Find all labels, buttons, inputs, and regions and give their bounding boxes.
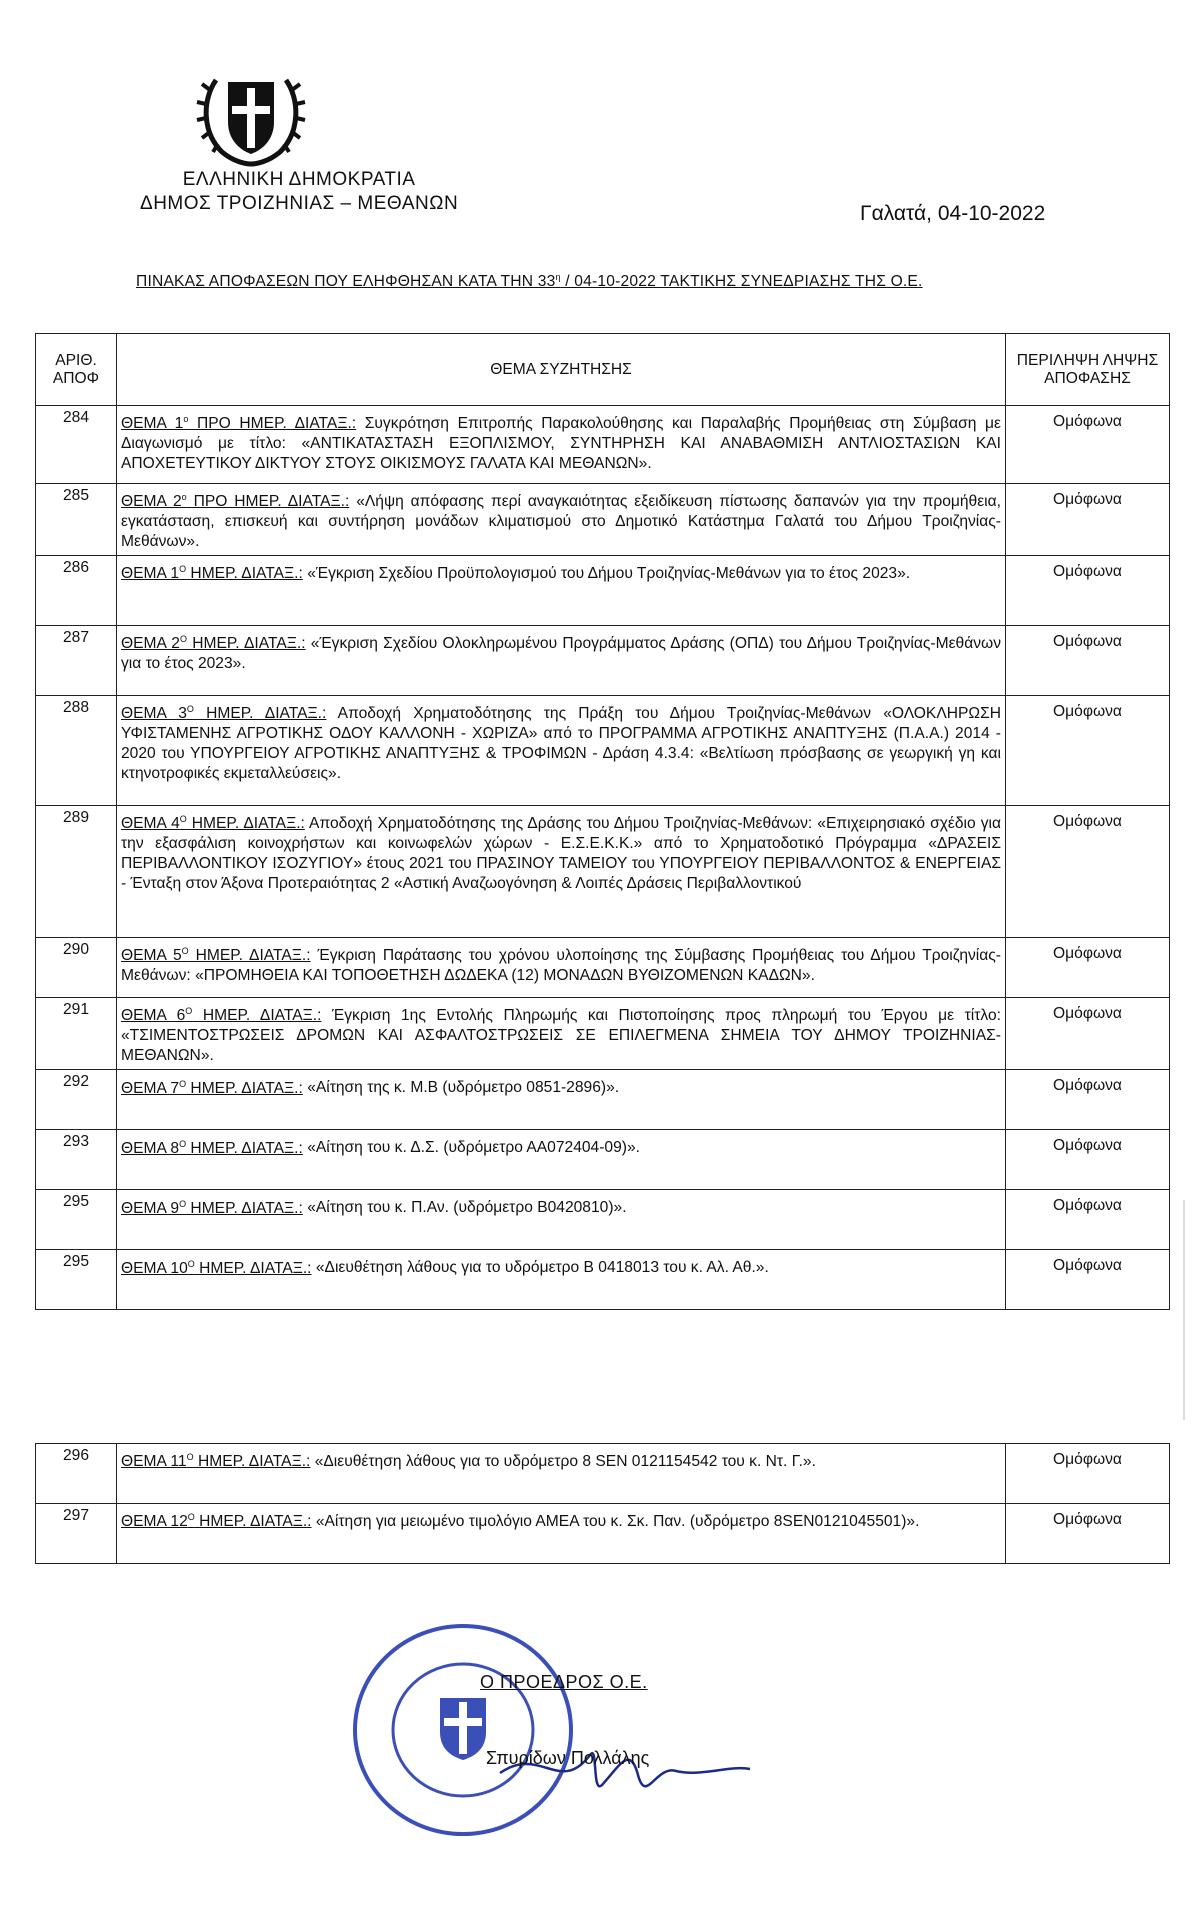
table-row	[36, 556, 1170, 626]
agenda-item-label-rest: ΗΜΕΡ. ΔΙΑΤΑΞ.:	[186, 1139, 303, 1157]
agenda-item-label-text: ΘΕΜΑ 6	[121, 1007, 186, 1025]
agenda-item-ordinal: Ο	[181, 946, 189, 957]
decision-number: 288	[36, 696, 117, 806]
decision-subject-text: «Αίτηση του κ. Π.Αν. (υδρόμετρο Β0420810)».	[302, 1199, 627, 1217]
decision-subject-text: «Λήψη απόφασης περί αναγκαιότητας εξειδίκευση πίστωσης δαπανών για την προμήθεια, εγκατάσταση, επισκευή και συντήρηση μονάδων κλιματισμού στο Δημοτικό Κατάστημα Γαλατά του Δήμου Τροιζηνίας-Μεθάνων».	[121, 493, 1001, 551]
agenda-item-ordinal: ο	[183, 414, 189, 424]
decision-summary	[1006, 1070, 1170, 1130]
decision-subject	[117, 406, 1006, 484]
agenda-item-label-rest: ΗΜΕΡ. ΔΙΑΤΑΞ.:	[186, 1199, 303, 1217]
decision-outcome: Ομόφωνα	[1053, 945, 1122, 963]
agenda-item-label	[121, 493, 349, 510]
decision-subject-text: «Αίτηση του κ. Δ.Σ. (υδρόμετρο ΑΑ072404-09)».	[302, 1139, 640, 1157]
agenda-item-label	[121, 635, 306, 652]
decision-summary	[1006, 998, 1170, 1070]
handwritten-signature	[480, 1735, 760, 1815]
decision-number: 290	[36, 938, 117, 998]
agenda-item-label-rest: ΗΜΕΡ. ΔΙΑΤΑΞ.:	[188, 947, 311, 965]
decision-summary	[1006, 484, 1170, 556]
agenda-item-label	[121, 1080, 303, 1097]
agenda-item-label-text: ΘΕΜΑ 7	[121, 1079, 180, 1097]
decision-summary	[1006, 806, 1170, 938]
decisions-table	[35, 333, 1170, 1310]
decision-outcome: Ομόφωνα	[1053, 1511, 1122, 1528]
table-row	[36, 1070, 1170, 1130]
decision-number: 284	[36, 406, 117, 484]
decision-subject	[117, 998, 1006, 1070]
table-row	[36, 1504, 1170, 1564]
agenda-item-label-text: ΘΕΜΑ 2	[121, 493, 182, 511]
decision-subject	[117, 1130, 1006, 1190]
agenda-item-label-rest: ΗΜΕΡ. ΔΙΑΤΑΞ.:	[186, 635, 306, 653]
agenda-item-ordinal: Ο	[179, 814, 187, 825]
decision-outcome: Ομόφωνα	[1053, 1257, 1122, 1275]
agenda-item-label	[121, 1260, 312, 1277]
decision-number: 285	[36, 484, 117, 556]
decision-outcome: Ομόφωνα	[1053, 1451, 1122, 1468]
decision-number: 295	[36, 1190, 117, 1250]
decision-outcome: Ομόφωνα	[1053, 563, 1122, 581]
decision-outcome: Ομόφωνα	[1053, 633, 1122, 651]
decision-outcome: Ομόφωνα	[1053, 413, 1122, 430]
agenda-item-ordinal: Ο	[179, 1078, 187, 1089]
decision-subject	[117, 1190, 1006, 1250]
agenda-item-ordinal: Ο	[186, 1452, 194, 1462]
place-and-date: Γαλατά, 04-10-2022	[860, 202, 1046, 225]
table-row	[36, 406, 1170, 484]
decision-subject	[117, 806, 1006, 938]
agenda-item-label-text: ΘΕΜΑ 8	[121, 1139, 180, 1157]
decisions-table-continued	[35, 1443, 1170, 1564]
agenda-item-label-rest: ΗΜΕΡ. ΔΙΑΤΑΞ.:	[192, 1007, 322, 1025]
decision-subject-text: «Έγκριση Σχεδίου Προϋπολογισμού του Δήμου Τροιζηνίας-Μεθάνων για το έτος 2023».	[302, 565, 911, 583]
decision-summary	[1006, 406, 1170, 484]
decision-subject-text: «Διευθέτηση λάθους για το υδρόμετρο 8 SEN 0121154542 του κ. Ντ. Γ.».	[310, 1453, 816, 1471]
decision-outcome: Ομόφωνα	[1053, 703, 1122, 721]
table-row	[36, 1250, 1170, 1310]
decision-summary	[1006, 1444, 1170, 1504]
decision-subject	[117, 1250, 1006, 1310]
agenda-item-label	[121, 565, 303, 582]
agenda-item-ordinal: ο	[181, 492, 187, 502]
agenda-item-ordinal: Ο	[179, 1198, 187, 1209]
decision-outcome: Ομόφωνα	[1053, 1197, 1122, 1215]
agenda-item-label-text: ΘΕΜΑ 11	[121, 1453, 187, 1471]
decision-outcome: Ομόφωνα	[1053, 491, 1122, 508]
decision-number: 286	[36, 556, 117, 626]
agenda-item-label-rest: ΗΜΕΡ. ΔΙΑΤΑΞ.:	[193, 1453, 311, 1471]
agenda-item-label-rest: ΗΜΕΡ. ΔΙΑΤΑΞ.:	[194, 1513, 312, 1531]
decision-subject	[117, 1070, 1006, 1130]
decision-outcome: Ομόφωνα	[1053, 1077, 1122, 1095]
agenda-item-label	[121, 1140, 303, 1157]
greek-coat-of-arms-icon	[196, 60, 306, 170]
issuing-authority	[140, 168, 458, 216]
decision-subject-text: «Αίτηση για μειωμένο τιμολόγιο ΑΜΕΑ του κ. Σκ. Παν. (υδρόμετρο 8SEN0121045501)».	[311, 1513, 920, 1531]
decision-number: 295	[36, 1250, 117, 1310]
column-header-number: ΑΡΙΘ. ΑΠΟΦ	[36, 334, 117, 406]
decision-summary	[1006, 1250, 1170, 1310]
decision-subject-text: Συγκρότηση Επιτροπής Παρακολούθησης και Παραλαβής Προμήθειας στη Σύμβαση με Διαγωνισμό με τίτλο: «ΑΝΤΙΚΑΤΑΣΤΑΣΗ ΕΞΟΠΛΙΣΜΟΥ, ΣΥΝΤΗΡΗΣΗ ΚΑΙ ΑΝΑΒΑΘΜΙΣΗ ΑΝΤΛΙΟΣΤΑΣΙΩΝ ΚΑΙ ΑΠΟΧΕΤΕΥΤΙΚΟΥ ΔΙΚΤΥΟΥ ΣΤΟΥΣ ΟΙΚΙΣΜΟΥΣ ΓΑΛΑΤΑ ΚΑΙ ΜΕΘΑΝΩΝ».	[121, 415, 1001, 473]
decision-number: 289	[36, 806, 117, 938]
agenda-item-ordinal: Ο	[186, 704, 194, 715]
decision-number: 291	[36, 998, 117, 1070]
decision-number: 296	[36, 1444, 117, 1504]
agenda-item-label-rest: ΗΜΕΡ. ΔΙΑΤΑΞ.:	[186, 1079, 303, 1097]
scan-edge-mark	[1183, 1200, 1185, 1420]
agenda-item-ordinal: Ο	[187, 1512, 195, 1522]
decision-outcome: Ομόφωνα	[1053, 813, 1122, 831]
agenda-item-label-rest: ΗΜΕΡ. ΔΙΑΤΑΞ.:	[193, 705, 327, 723]
agenda-item-ordinal: Ο	[179, 634, 187, 645]
agenda-item-label	[121, 1007, 321, 1024]
agenda-item-label-text: ΘΕΜΑ 1	[121, 415, 184, 433]
decision-summary	[1006, 938, 1170, 998]
decision-number: 297	[36, 1504, 117, 1564]
decision-subject	[117, 1504, 1006, 1564]
heading-text-rest: / 04-10-2022 ΤΑΚΤΙΚΗΣ ΣΥΝΕΔΡΙΑΣΗΣ ΤΗΣ Ο.Ε.	[560, 273, 923, 291]
decision-subject-text: Αποδοχή Χρηματοδότησης της Πράξη του Δήμου Τροιζηνίας-Μεθάνων «ΟΛΟΚΛΗΡΩΣΗ ΥΦΙΣΤΑΜΕΝΗΣ ΑΓΡΟΤΙΚΗΣ ΟΔΟΥ ΚΑΛΛΟΝΗ - ΧΩΡΙΖΑ» από το ΠΡΟΓΡΑΜΜΑ ΑΓΡΟΤΙΚΗΣ ΑΝΑΠΤΥΞΗΣ (Π.Α.Α.) 2014 - 2020 του ΥΠΟΥΡΓΕΙΟΥ ΑΓΡΟΤΙΚΗΣ ΑΝΑΠΤΥΞΗΣ & ΤΡΟΦΙΜΩΝ - Δράση 4.3.4: «Βελτίωση πρόσβασης σε γεωργική γη και κτηνοτροφικές εκμεταλλεύσεις».	[121, 705, 1001, 783]
decision-subject-text: Αποδοχή Χρηματοδότησης της Δράσης του Δήμου Τροιζηνίας-Μεθάνων: «Επιχειρησιακό σχέδιο για την εξασφάλιση κοινοχρήστων και κοινωφελών χώρων - Ε.Σ.Ε.Κ.Κ.» από το Χρηματοδοτικό Πρόγραμμα «ΔΡΑΣΕΙΣ ΠΕΡΙΒΑΛΛΟΝΤΙΚΟΥ ΙΣΟΖΥΓΙΟΥ» έτους 2021 του ΠΡΑΣΙΝΟΥ ΤΑΜΕΙΟΥ του ΥΠΟΥΡΓΕΙΟΥ ΠΕΡΙΒΑΛΛΟΝΤΟΣ & ΕΝΕΡΓΕΙΑΣ - Ένταξη στον Άξονα Προτεραιότητας 2 «Αστική Αναζωογόνηση & Λοιπές Δράσεις Περιβαλλοντικού	[121, 815, 1001, 893]
agenda-item-label	[121, 1200, 303, 1217]
document-heading	[136, 272, 1076, 291]
table-row	[36, 696, 1170, 806]
decision-number: 292	[36, 1070, 117, 1130]
table-row	[36, 1130, 1170, 1190]
table-row	[36, 484, 1170, 556]
column-header-summary: ΠΕΡΙΛΗΨΗ ΛΗΨΗΣ ΑΠΟΦΑΣΗΣ	[1006, 334, 1170, 406]
heading-superscript: η	[555, 272, 561, 282]
decision-outcome: Ομόφωνα	[1053, 1005, 1122, 1023]
decision-subject	[117, 938, 1006, 998]
agenda-item-label-rest: ΗΜΕΡ. ΔΙΑΤΑΞ.:	[186, 815, 305, 833]
table-row	[36, 626, 1170, 696]
decision-subject	[117, 626, 1006, 696]
table-row	[36, 1190, 1170, 1250]
column-header-subject: ΘΕΜΑ ΣΥΖΗΤΗΣΗΣ	[117, 334, 1006, 406]
decision-summary	[1006, 1504, 1170, 1564]
decision-subject	[117, 696, 1006, 806]
decision-summary	[1006, 1130, 1170, 1190]
agenda-item-label	[121, 815, 305, 832]
decision-number: 293	[36, 1130, 117, 1190]
decision-subject-text: «Αίτηση της κ. Μ.Β (υδρόμετρο 0851-2896)».	[302, 1079, 620, 1097]
decision-number: 287	[36, 626, 117, 696]
agenda-item-label-rest: ΠΡΟ ΗΜΕΡ. ΔΙΑΤΑΞ.:	[186, 493, 350, 511]
table-row	[36, 998, 1170, 1070]
decision-subject	[117, 484, 1006, 556]
decision-subject-text: «Έγκριση Σχεδίου Ολοκληρωμένου Προγράμματος Δράσης (ΟΠΔ) του Δήμου Τροιζηνίας-Μεθάνων για το έτος 2023».	[121, 635, 1001, 673]
agenda-item-label	[121, 705, 326, 722]
agenda-item-ordinal: Ο	[179, 1138, 187, 1149]
decision-subject-text: «Διευθέτηση λάθους για το υδρόμετρο Β 0418013 του κ. Αλ. Αθ.».	[311, 1259, 769, 1277]
agenda-item-label-text: ΘΕΜΑ 5	[121, 947, 182, 965]
decision-summary	[1006, 696, 1170, 806]
agenda-item-label-text: ΘΕΜΑ 9	[121, 1199, 180, 1217]
decision-subject-text: Έγκριση Παράτασης του χρόνου υλοποίησης της Σύμβασης Προμήθειας του Δήμου Τροιζηνίας-Μεθάνων: «ΠΡΟΜΗΘΕΙΑ ΚΑΙ ΤΟΠΟΘΕΤΗΣΗ ΔΩΔΕΚΑ (12) ΜΟΝΑΔΩΝ ΒΥΘΙΖΟΜΕΝΩΝ ΚΑΔΩΝ».	[121, 947, 1001, 985]
agenda-item-label-text: ΘΕΜΑ 1	[121, 565, 180, 583]
signatory-name: Σπυρίδων Πολλάλης	[486, 1748, 650, 1768]
agenda-item-label	[121, 415, 356, 432]
decision-outcome: Ομόφωνα	[1053, 1137, 1122, 1155]
agenda-item-label	[121, 1453, 310, 1470]
decision-summary	[1006, 626, 1170, 696]
agenda-item-label-rest: ΗΜΕΡ. ΔΙΑΤΑΞ.:	[186, 565, 303, 583]
signatory-title: Ο ΠΡΟΕΔΡΟΣ Ο.Ε.	[480, 1672, 648, 1692]
agenda-item-ordinal: Ο	[179, 564, 187, 575]
decision-subject	[117, 1444, 1006, 1504]
agenda-item-label-rest: ΠΡΟ ΗΜΕΡ. ΔΙΑΤΑΞ.:	[188, 415, 357, 433]
table-row	[36, 1444, 1170, 1504]
heading-text: ΠΙΝΑΚΑΣ ΑΠΟΦΑΣΕΩΝ ΠΟΥ ΕΛΗΦΘΗΣΑΝ ΚΑΤΑ ΤΗΝ 33	[136, 273, 556, 291]
agenda-item-label	[121, 1513, 312, 1530]
org-line-republic: ΕΛΛΗΝΙΚΗ ΔΗΜΟΚΡΑΤΙΑ	[182, 169, 416, 190]
decision-subject-text: Έγκριση 1ης Εντολής Πληρωμής και Πιστοποίησης προς πληρωμή του Έργου με τίτλο: «ΤΣΙΜΕΝΤΟΣΤΡΩΣΕΙΣ ΔΡΟΜΩΝ ΚΑΙ ΑΣΦΑΛΤΟΣΤΡΩΣΕΙΣ ΣΕ ΕΠΙΛΕΓΜΕΝΑ ΣΗΜΕΙΑ ΤΟΥ ΔΗΜΟΥ ΤΡΟΙΖΗΝΙΑΣ-ΜΕΘΑΝΩΝ».	[121, 1007, 1001, 1065]
table-header-row	[36, 334, 1170, 406]
decision-summary	[1006, 1190, 1170, 1250]
agenda-item-label-text: ΘΕΜΑ 4	[121, 815, 180, 833]
agenda-item-label-rest: ΗΜΕΡ. ΔΙΑΤΑΞ.:	[194, 1259, 312, 1277]
decision-subject	[117, 556, 1006, 626]
table-row	[36, 938, 1170, 998]
agenda-item-label	[121, 947, 311, 964]
agenda-item-label-text: ΘΕΜΑ 2	[121, 635, 180, 653]
decision-summary	[1006, 556, 1170, 626]
table-row	[36, 806, 1170, 938]
agenda-item-ordinal: Ο	[187, 1258, 195, 1269]
agenda-item-label-text: ΘΕΜΑ 10	[121, 1259, 188, 1277]
agenda-item-ordinal: Ο	[185, 1006, 193, 1017]
agenda-item-label-text: ΘΕΜΑ 3	[121, 705, 187, 723]
org-line-municipality: ΔΗΜΟΣ ΤΡΟΙΖΗΝΙΑΣ – ΜΕΘΑΝΩΝ	[140, 193, 459, 214]
agenda-item-label-text: ΘΕΜΑ 12	[121, 1513, 188, 1531]
